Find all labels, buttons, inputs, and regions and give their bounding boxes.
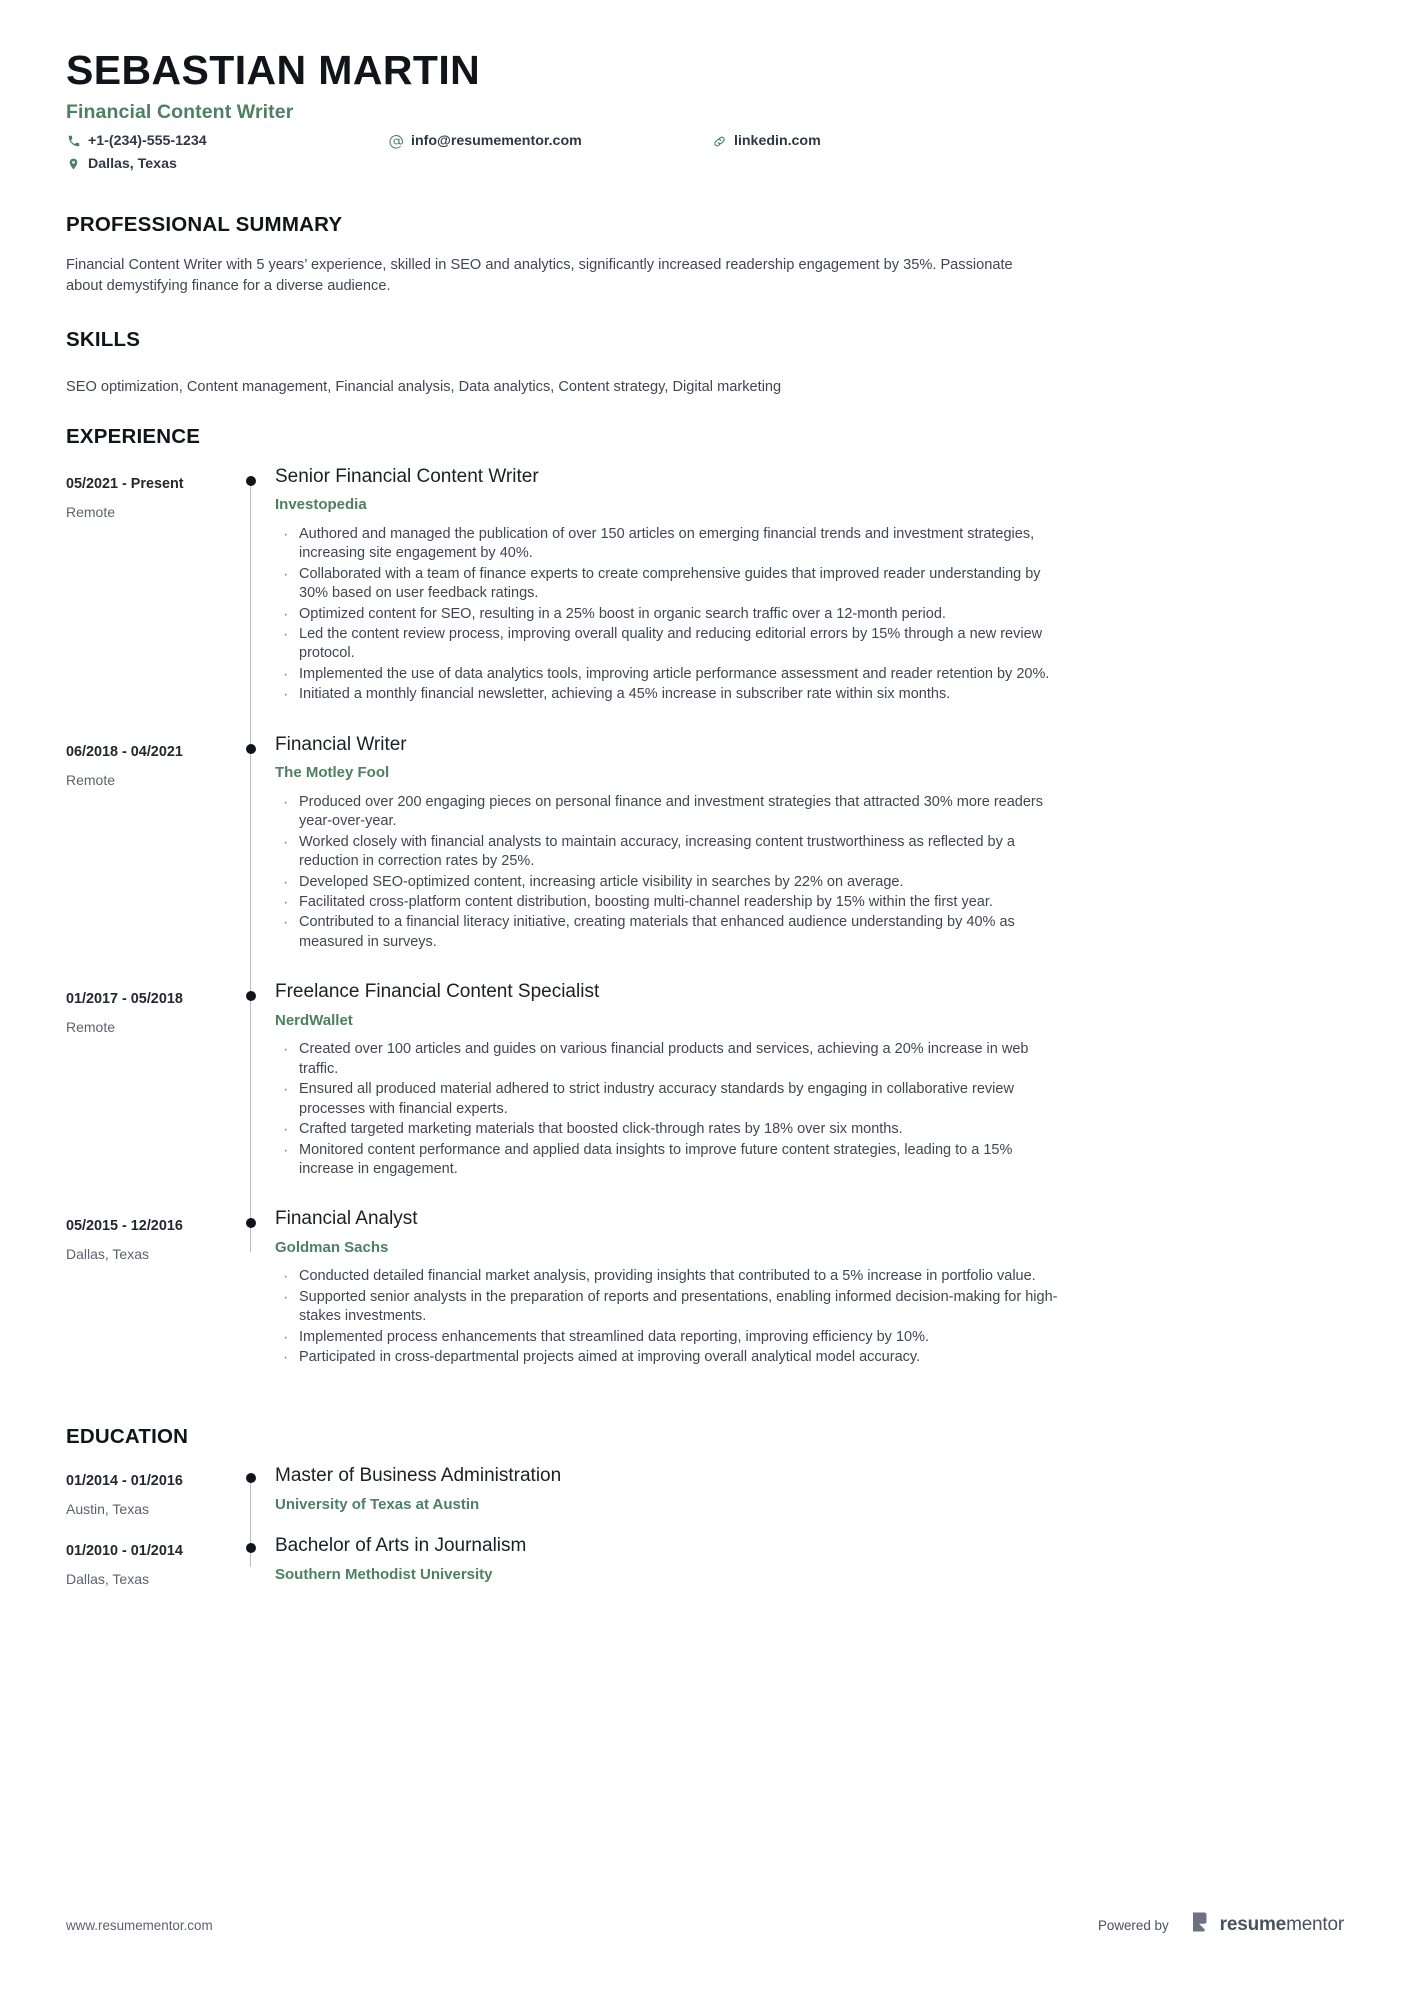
experience-bullet: · Initiated a monthly financial newsletter, achieving a 45% increase in subscriber rate within six months. <box>275 685 1065 704</box>
experience-bullet: · Crafted targeted marketing materials that boosted click-through rates by 18% over six months. <box>275 1120 1065 1139</box>
section-skills <box>66 328 1344 396</box>
brand-wordmark <box>1220 1914 1344 1936</box>
experience-entry-role: Financial Analyst <box>275 1208 418 1230</box>
education-entry-degree: Master of Business Administration <box>275 1465 562 1487</box>
footer-branding <box>1098 1911 1344 1939</box>
section-title-education: EDUCATION <box>66 1424 189 1448</box>
education-entry-meta <box>66 1463 233 1533</box>
education-entry <box>66 1533 1344 1603</box>
page-footer <box>66 1911 1344 1939</box>
experience-entry-role: Senior Financial Content Writer <box>275 465 539 487</box>
education-entry-location: Dallas, Texas <box>66 1571 150 1588</box>
resume-header <box>66 0 1344 183</box>
experience-bullet: · Implemented process enhancements that streamlined data reporting, improving efficiency by 10%. <box>275 1328 1065 1347</box>
education-entry-degree: Bachelor of Arts in Journalism <box>275 1535 527 1557</box>
at-sign-icon <box>389 134 404 149</box>
experience-entry-date: 06/2018 - 04/2021 <box>66 743 183 760</box>
timeline-dot <box>246 1473 256 1483</box>
experience-entry-date: 05/2021 - Present <box>66 475 184 492</box>
experience-entry-body <box>269 464 1344 732</box>
brand-bold-part: resume <box>1219 1914 1287 1935</box>
experience-entry-location: Remote <box>66 503 116 520</box>
experience-entry-meta <box>66 1206 233 1394</box>
experience-bullet: · Optimized content for SEO, resulting in a 25% boost in organic search traffic over a 12-month period. <box>275 605 1065 624</box>
experience-bullet-list <box>275 1040 1344 1179</box>
timeline-rail <box>233 1463 269 1533</box>
timeline-line <box>250 979 251 1206</box>
experience-entry-company: The Motley Fool <box>275 764 390 782</box>
section-title-skills: SKILLS <box>66 327 141 351</box>
experience-entry-meta <box>66 979 233 1206</box>
timeline-rail <box>233 1206 269 1394</box>
timeline-rail <box>233 464 269 732</box>
experience-bullet: · Facilitated cross-platform content distribution, boosting multi-channel readership by 15% within the first year. <box>275 893 1065 912</box>
experience-entry-date: 01/2017 - 05/2018 <box>66 991 183 1008</box>
experience-bullet: · Monitored content performance and applied data insights to improve future content strategies, leading to a 15% increase in engagement. <box>275 1141 1065 1180</box>
timeline-dot <box>246 1218 256 1228</box>
experience-bullet: · Ensured all produced material adhered to strict industry accuracy standards by engaging in collaborative review processes with financial experts. <box>275 1080 1065 1119</box>
timeline-rail <box>233 732 269 980</box>
experience-entry <box>66 1206 1344 1394</box>
experience-entry-role: Financial Writer <box>275 733 407 755</box>
map-pin-icon <box>66 157 81 172</box>
timeline-rail <box>233 1533 269 1603</box>
phone-icon <box>66 134 81 149</box>
experience-bullet: · Implemented the use of data analytics tools, improving article performance assessment and reader retention by 20%. <box>275 665 1065 684</box>
experience-entry-location: Dallas, Texas <box>66 1246 150 1263</box>
timeline-dot <box>246 1543 256 1553</box>
timeline-line <box>250 1206 251 1252</box>
experience-bullet: · Conducted detailed financial market analysis, providing insights that contributed to a 5% increase in portfolio value. <box>275 1267 1065 1286</box>
education-entry-school: Southern Methodist University <box>275 1565 493 1583</box>
experience-bullet-list <box>275 525 1344 705</box>
experience-bullet: · Supported senior analysts in the preparation of reports and presentations, enabling informed decision-making for high-stakes investments. <box>275 1288 1065 1327</box>
experience-bullet: · Collaborated with a team of finance experts to create comprehensive guides that improved reader understanding by 30% based on user feedback ratings. <box>275 565 1065 604</box>
experience-bullet-list <box>275 793 1344 952</box>
experience-entry-list <box>66 464 1344 1395</box>
powered-by-label: Powered by <box>1097 1917 1169 1933</box>
experience-entry-location: Remote <box>66 771 116 788</box>
experience-entry-meta <box>66 732 233 980</box>
experience-entry-body <box>269 732 1344 980</box>
timeline-line <box>250 732 251 980</box>
education-entry <box>66 1463 1344 1533</box>
education-entry-meta <box>66 1533 233 1603</box>
timeline-line <box>250 1479 251 1533</box>
experience-bullet-list <box>275 1267 1344 1367</box>
experience-bullet: · Led the content review process, improving overall quality and reducing editorial errors by 15% through a new review protocol. <box>275 625 1065 664</box>
education-entry-date: 01/2014 - 01/2016 <box>66 1473 183 1490</box>
experience-entry-location: Remote <box>66 1019 116 1036</box>
timeline-dot <box>246 991 256 1001</box>
experience-entry-company: NerdWallet <box>275 1011 353 1029</box>
contact-email[interactable] <box>389 133 582 149</box>
footer-website-url[interactable]: www.resumementor.com <box>66 1917 213 1933</box>
section-title-summary: PROFESSIONAL SUMMARY <box>66 213 343 237</box>
experience-bullet: · Contributed to a financial literacy initiative, creating materials that enhanced audience understanding by 40% as measured in surveys. <box>275 913 1065 952</box>
education-entry-list <box>66 1463 1344 1603</box>
contact-email-value: info@resumementor.com <box>411 133 582 150</box>
contact-linkedin-value: linkedin.com <box>734 133 821 150</box>
contact-location-value: Dallas, Texas <box>88 156 177 173</box>
experience-entry <box>66 979 1344 1206</box>
education-entry-school: University of Texas at Austin <box>275 1495 480 1513</box>
experience-bullet: · Developed SEO-optimized content, increasing article visibility in searches by 22% on average. <box>275 873 1065 892</box>
experience-entry-role: Freelance Financial Content Specialist <box>275 981 600 1003</box>
resumementor-logo[interactable] <box>1191 1911 1344 1939</box>
experience-bullet: · Produced over 200 engaging pieces on personal finance and investment strategies that attracted 30% more readers year-over-year. <box>275 793 1065 832</box>
experience-bullet: · Created over 100 articles and guides on various financial products and services, achieving a 20% increase in web traffic. <box>275 1040 1065 1079</box>
section-education <box>66 1425 1344 1604</box>
experience-entry-date: 05/2015 - 12/2016 <box>66 1218 183 1235</box>
education-entry-body <box>269 1463 1344 1533</box>
brand-light-part: mentor <box>1286 1914 1344 1935</box>
bookmark-icon <box>1191 1911 1212 1939</box>
experience-bullet: · Participated in cross-departmental projects aimed at improving overall analytical model accuracy. <box>275 1348 1065 1367</box>
summary-text: Financial Content Writer with 5 years’ experience, skilled in SEO and analytics, significantly increased readership engagement by 35%. Passionate about demystifying finance for a diverse audience. <box>66 256 1013 295</box>
candidate-job-title: Financial Content Writer <box>66 101 294 124</box>
experience-entry <box>66 464 1344 732</box>
section-professional-summary <box>66 213 1344 297</box>
timeline-rail <box>233 979 269 1206</box>
education-entry-date: 01/2010 - 01/2014 <box>66 1543 183 1560</box>
link-icon <box>712 134 727 149</box>
experience-bullet: · Worked closely with financial analysts to maintain accuracy, increasing content trustworthiness as reflected by a reduction in correction rates by 25%. <box>275 833 1065 872</box>
timeline-dot <box>246 476 256 486</box>
section-title-experience: EXPERIENCE <box>66 425 201 449</box>
experience-entry-company: Goldman Sachs <box>275 1238 389 1256</box>
contact-location <box>66 156 177 172</box>
contact-phone[interactable] <box>66 133 207 149</box>
education-entry-location: Austin, Texas <box>66 1501 150 1518</box>
contact-row <box>66 133 1344 183</box>
timeline-dot <box>246 744 256 754</box>
contact-linkedin[interactable] <box>712 133 821 149</box>
section-experience <box>66 425 1344 1394</box>
experience-entry <box>66 732 1344 980</box>
contact-phone-value: +1-(234)-555-1234 <box>88 133 207 150</box>
experience-entry-body <box>269 1206 1344 1394</box>
skills-list: SEO optimization, Content management, Financial analysis, Data analytics, Content strategy, Digital marketing <box>66 379 782 396</box>
candidate-name: SEBASTIAN MARTIN <box>66 47 481 93</box>
timeline-line <box>250 482 251 732</box>
experience-bullet: · Authored and managed the publication of over 150 articles on emerging financial trends and investment strategies, increasing site engagement by 40%. <box>275 525 1065 564</box>
education-entry-body <box>269 1533 1344 1603</box>
experience-entry-company: Investopedia <box>275 496 367 514</box>
experience-entry-body <box>269 979 1344 1206</box>
experience-entry-meta <box>66 464 233 732</box>
